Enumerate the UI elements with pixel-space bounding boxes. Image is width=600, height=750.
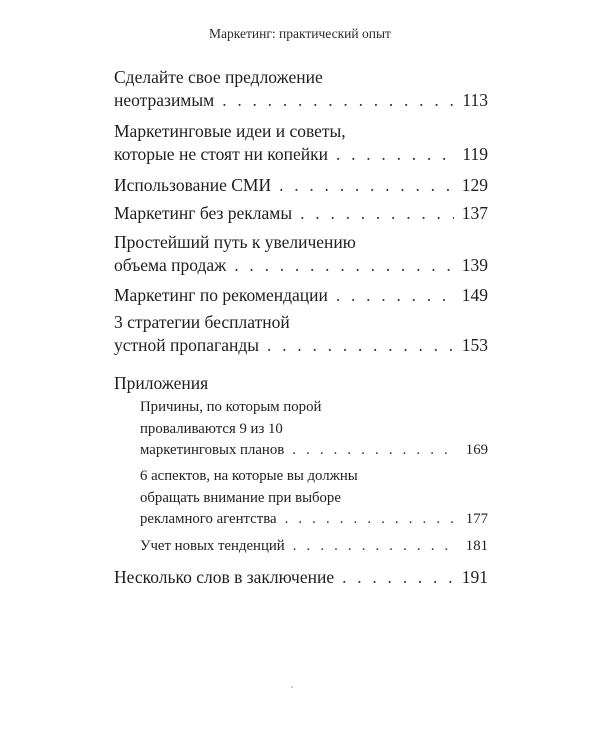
- entry-line: Простейший путь к увеличению: [114, 232, 356, 252]
- entry-line: объема продаж: [114, 255, 227, 275]
- toc-entry[interactable]: [114, 231, 488, 277]
- entry-line: Маркетинг по рекомендации: [114, 285, 328, 305]
- toc-entry[interactable]: [114, 66, 488, 112]
- dot-leader: [342, 566, 454, 589]
- page-number: 153: [461, 335, 488, 355]
- paper-speck: [291, 686, 293, 688]
- entry-line: Несколько слов в заключение: [114, 567, 335, 587]
- page-number: 129: [461, 175, 488, 195]
- dot-leader: [234, 254, 453, 277]
- dot-leader: [292, 440, 458, 462]
- entry-line: устной пропаганды: [114, 335, 259, 355]
- page-number: 191: [461, 567, 488, 587]
- toc-entry[interactable]: [114, 284, 488, 307]
- toc-subentry[interactable]: [140, 466, 488, 531]
- entry-line: Использование СМИ: [114, 175, 272, 195]
- entry-line: маркетинговых планов: [140, 442, 285, 458]
- page-number: 181: [465, 538, 488, 554]
- page-number: 149: [461, 285, 488, 305]
- entry-line: проваливаются 9 из 10: [140, 420, 283, 437]
- page-number: 137: [461, 203, 488, 223]
- dot-leader: [293, 536, 458, 558]
- entry-line: Учет новых тенденций: [140, 538, 285, 554]
- toc-entry[interactable]: [114, 120, 488, 166]
- entry-line: Сделайте свое предложение: [114, 67, 323, 87]
- entry-line: которые не стоят ни копейки: [114, 144, 328, 164]
- toc-entry[interactable]: [114, 174, 488, 197]
- page-number: 177: [465, 511, 488, 527]
- entry-line: 6 аспектов, на которые вы должны: [140, 468, 358, 484]
- toc-entry[interactable]: [114, 566, 488, 589]
- toc-entry[interactable]: [114, 202, 488, 225]
- entry-line: Маркетинговые идеи и советы,: [114, 121, 346, 141]
- dot-leader: [222, 89, 454, 112]
- toc-subentry[interactable]: [140, 536, 488, 558]
- page-number: 119: [462, 144, 488, 164]
- entry-line: обращать внимание при выборе: [140, 489, 341, 506]
- appendix-heading: Приложения: [114, 373, 209, 393]
- dot-leader: [300, 202, 454, 225]
- entry-line: неотразимым: [114, 90, 215, 110]
- toc-entry[interactable]: [114, 311, 488, 357]
- entry-line: 3 стратегии бесплатной: [114, 312, 290, 332]
- running-header: Маркетинг: практический опыт: [209, 26, 391, 41]
- page-number: 169: [465, 442, 488, 458]
- dot-leader: [279, 174, 454, 197]
- entry-line: рекламного агентства: [140, 511, 277, 527]
- dot-leader: [336, 143, 454, 166]
- entry-line: Маркетинг без рекламы: [114, 203, 293, 223]
- page-number: 113: [462, 90, 488, 110]
- dot-leader: [336, 284, 454, 307]
- page-number: 139: [461, 255, 488, 275]
- toc-subentry[interactable]: [140, 397, 488, 462]
- dot-leader: [267, 334, 454, 357]
- dot-leader: [285, 509, 458, 531]
- entry-line: Причины, по которым порой: [140, 399, 322, 415]
